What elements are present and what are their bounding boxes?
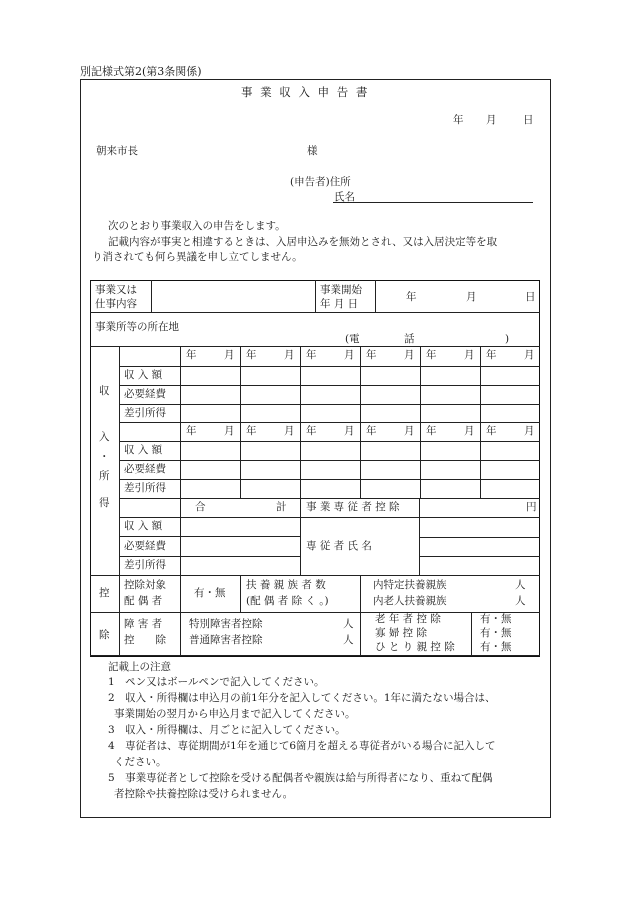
month-header-month: 月	[524, 349, 535, 361]
business-start-day: 日	[525, 291, 536, 303]
special-disability: 特別障害者控除	[189, 618, 263, 630]
notes-heading: 記載上の注意	[108, 661, 171, 673]
widow-deduction: 寡 婦 控 除	[375, 627, 428, 639]
income-side-4: 所	[99, 470, 110, 482]
month-header-year: 年	[366, 425, 377, 437]
business-start-year: 年	[406, 291, 417, 303]
applicant-name-underline	[333, 202, 533, 203]
employee-name-label: 専 従 者 氏 名	[306, 540, 372, 552]
business-content-label-2: 仕事内容	[95, 298, 137, 310]
notes-line-8: 者控除や扶養控除は受けられません。	[114, 788, 294, 800]
notes-line-6: ください。	[114, 756, 167, 768]
month-header-month: 月	[344, 425, 355, 437]
elderly-deduction: 老 年 者 控 除	[375, 613, 441, 625]
notes-line-7: 5 事業専従者として控除を受ける配偶者や親族は給与所得者になり、重ねて配偶	[108, 772, 493, 784]
specified-dependents-unit: 人	[515, 579, 526, 591]
date-year: 年	[453, 114, 464, 126]
specified-dependents: 内特定扶養親族	[373, 579, 447, 591]
disability-label-2: 控 除	[124, 634, 166, 646]
deduction-side-1: 控	[99, 587, 110, 599]
business-start-label-1: 事業開始	[320, 284, 362, 296]
notes-line-3: 事業開始の翌月から申込月まで記入してください。	[114, 708, 356, 720]
month-header-year: 年	[306, 425, 317, 437]
widow-yes-no: 有・無	[480, 627, 512, 639]
month-header-month: 月	[224, 349, 235, 361]
phone-open: (電	[345, 333, 360, 345]
business-location-label: 事業所等の所在地	[95, 321, 179, 333]
form-caption: 別記様式第2(第3条関係)	[80, 65, 202, 78]
employee-deduction-yen: 円	[526, 501, 537, 513]
single-parent-yes-no: 有・無	[480, 641, 512, 653]
income-side-5: 得	[99, 497, 110, 509]
income-row-2c: 差引所得	[124, 482, 166, 494]
deduction-side-2: 除	[99, 629, 110, 641]
spouse-value: 有・無	[194, 587, 226, 599]
dependents-label-2: (配 偶 者 除 く 。)	[246, 595, 329, 607]
elderly-dependents: 内老人扶養親族	[373, 595, 447, 607]
elderly-dependents-unit: 人	[515, 595, 526, 607]
business-start-label-2: 年 月 日	[320, 298, 359, 310]
income-total-2: 計	[276, 501, 287, 513]
month-header-year: 年	[186, 425, 197, 437]
phone-close: )	[505, 333, 510, 345]
notes-line-5: 4 専従者は、専従期間が1年を通じて6箇月を超える専従者がいる場合に記入して	[108, 740, 496, 752]
notes-line-1: 1 ペン又はボールペンで記入してください。	[108, 676, 325, 688]
applicant-address-label: (申告者)住所	[290, 176, 351, 188]
business-content-label-1: 事業又は	[95, 284, 137, 296]
dependents-label-1: 扶 養 親 族 者 数	[246, 579, 326, 591]
month-header-year: 年	[366, 349, 377, 361]
month-header-month: 月	[404, 425, 415, 437]
notes-line-4: 3 収入・所得欄は、月ごとに記入してください。	[108, 724, 346, 736]
month-header-month: 月	[404, 349, 415, 361]
month-header-month: 月	[464, 425, 475, 437]
income-row-1a: 収 入 額	[124, 369, 163, 381]
income-side-3: ・	[99, 451, 110, 463]
income-row-3b: 必要経費	[124, 540, 166, 552]
income-side-2: 入	[99, 431, 110, 443]
intro-line-3: り消されても何ら異議を申し立てしません。	[92, 251, 303, 263]
month-header-month: 月	[284, 349, 295, 361]
date-month: 月	[486, 114, 497, 126]
disability-label-1: 障 害 者	[124, 618, 163, 630]
month-header-year: 年	[426, 425, 437, 437]
intro-line-2: 記載内容が事実と相違するときは、入居申込みを無効とされ、又は入居決定等を取	[108, 236, 498, 248]
form-title: 事 業 収 入 申 告 書	[241, 85, 370, 99]
income-row-3c: 差引所得	[124, 559, 166, 571]
applicant-name-label: 氏名	[334, 191, 355, 203]
employee-deduction-label: 事 業 専 従 者 控 除	[306, 501, 400, 513]
addressee-honorific: 様	[307, 145, 318, 157]
date-day: 日	[523, 114, 534, 126]
single-parent-deduction: ひ と り 親 控 除	[375, 641, 455, 653]
month-header-year: 年	[426, 349, 437, 361]
month-header-year: 年	[486, 425, 497, 437]
intro-line-1: 次のとおり事業収入の申告をします。	[108, 220, 286, 232]
income-row-1b: 必要経費	[124, 388, 166, 400]
phone-word: 話	[404, 333, 415, 345]
ordinary-disability-unit: 人	[343, 634, 354, 646]
month-header-month: 月	[464, 349, 475, 361]
income-row-2a: 収 入 額	[124, 444, 163, 456]
month-header-month: 月	[344, 349, 355, 361]
income-row-1c: 差引所得	[124, 407, 166, 419]
month-header-year: 年	[486, 349, 497, 361]
income-total-1: 合	[195, 501, 206, 513]
spouse-label-1: 控除対象	[124, 579, 166, 591]
spouse-label-2: 配 偶 者	[124, 595, 163, 607]
addressee-name: 朝来市長	[96, 145, 138, 157]
month-header-month: 月	[224, 425, 235, 437]
month-header-month: 月	[284, 425, 295, 437]
month-header-year: 年	[246, 349, 257, 361]
ordinary-disability: 普通障害者控除	[189, 634, 263, 646]
income-row-2b: 必要経費	[124, 463, 166, 475]
special-disability-unit: 人	[343, 618, 354, 630]
month-header-year: 年	[246, 425, 257, 437]
income-side-1: 収	[99, 385, 110, 397]
month-header-year: 年	[186, 349, 197, 361]
income-row-3a: 収 入 額	[124, 520, 163, 532]
month-header-month: 月	[524, 425, 535, 437]
business-start-month: 月	[466, 291, 477, 303]
elderly-yes-no: 有・無	[480, 613, 512, 625]
notes-line-2: 2 収入・所得欄は申込月の前1年分を記入してください。1年に満たない場合は、	[108, 692, 496, 704]
month-header-year: 年	[306, 349, 317, 361]
